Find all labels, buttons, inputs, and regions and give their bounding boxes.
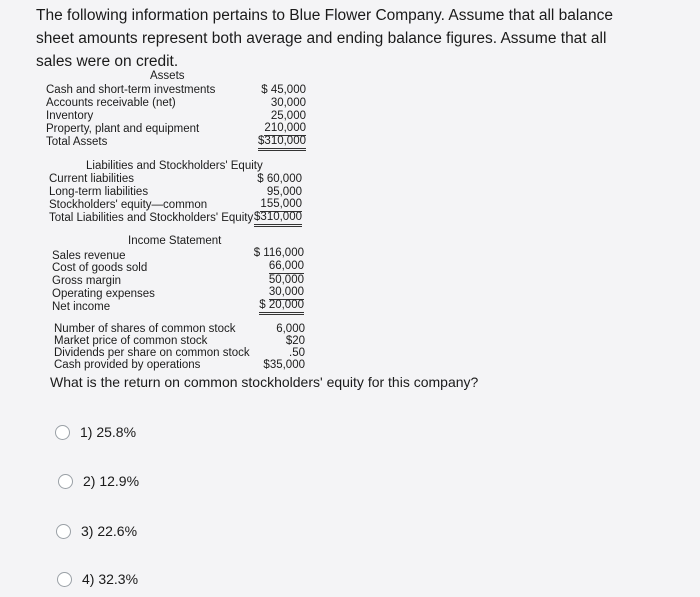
other-value: $20: [285, 335, 305, 347]
income-label: Cost of goods sold: [52, 262, 148, 274]
net-income-value: $ 20,000: [259, 300, 304, 315]
assets-value: 25,000: [270, 110, 306, 122]
income-value: 30,000: [268, 286, 304, 298]
income-value: $ 116,000: [253, 247, 304, 259]
answer-label: 4) 32.3%: [82, 571, 139, 587]
liabilities-label: Stockholders' equity—common: [49, 199, 208, 211]
answer-option-2[interactable]: [58, 470, 139, 492]
income-title: Income Statement: [128, 235, 222, 247]
liabilities-label: Current liabilities: [49, 173, 135, 185]
assets-total-value: $310,000: [258, 136, 306, 151]
net-income-label: Net income: [52, 301, 111, 313]
other-label: Market price of common stock: [54, 335, 208, 347]
answer-label: 3) 22.6%: [81, 523, 138, 539]
income-label: Gross margin: [52, 275, 122, 287]
answer-option-3[interactable]: [56, 520, 137, 542]
assets-label: Accounts receivable (net): [46, 97, 176, 109]
income-value: 50,000: [268, 274, 304, 286]
question-text: What is the return on common stockholders' equity for this company?: [50, 374, 479, 390]
radio-button-icon[interactable]: [58, 474, 73, 489]
assets-value: 210,000: [264, 122, 306, 134]
liabilities-section: [49, 160, 302, 228]
income-label: Sales revenue: [52, 250, 126, 262]
answer-label: 2) 12.9%: [83, 473, 140, 489]
income-label: Operating expenses: [52, 288, 155, 300]
answer-option-1[interactable]: [55, 421, 136, 443]
answer-label: 1) 25.8%: [80, 424, 137, 440]
income-statement: [52, 235, 304, 315]
question-intro: The following information pertains to Blue Flower Company. Assume that all balance sheet amounts represent both average and ending balance figures. Assume that all sales were on credit.: [36, 7, 613, 70]
liabilities-total-label: Total Liabilities and Stockholders' Equity: [49, 212, 254, 224]
income-value: 66,000: [268, 260, 304, 272]
liabilities-value: 155,000: [260, 198, 302, 210]
other-label: Dividends per share on common stock: [54, 347, 250, 359]
other-label: Cash provided by operations: [54, 359, 201, 371]
assets-total-label: Total Assets: [46, 136, 108, 148]
liabilities-value: 95,000: [266, 186, 302, 198]
assets-value: $ 45,000: [261, 84, 306, 96]
other-value: $35,000: [263, 359, 305, 371]
other-value: .50: [289, 347, 305, 359]
assets-label: Inventory: [46, 110, 94, 122]
other-data: [54, 323, 305, 375]
radio-button-icon[interactable]: [55, 425, 70, 440]
answer-option-4[interactable]: [57, 568, 138, 590]
other-label: Number of shares of common stock: [54, 323, 236, 335]
assets-label: Cash and short-term investments: [46, 84, 216, 96]
radio-button-icon[interactable]: [57, 572, 72, 587]
liabilities-total-value: $310,000: [254, 212, 302, 227]
assets-section: [46, 70, 306, 150]
liabilities-title: Liabilities and Stockholders' Equity: [86, 160, 263, 172]
assets-title: Assets: [150, 70, 185, 82]
other-value: 6,000: [276, 323, 305, 335]
assets-label: Property, plant and equipment: [46, 123, 200, 135]
liabilities-label: Long-term liabilities: [49, 186, 149, 198]
assets-value: 30,000: [270, 97, 306, 109]
liabilities-value: $ 60,000: [257, 173, 302, 185]
radio-button-icon[interactable]: [56, 524, 71, 539]
